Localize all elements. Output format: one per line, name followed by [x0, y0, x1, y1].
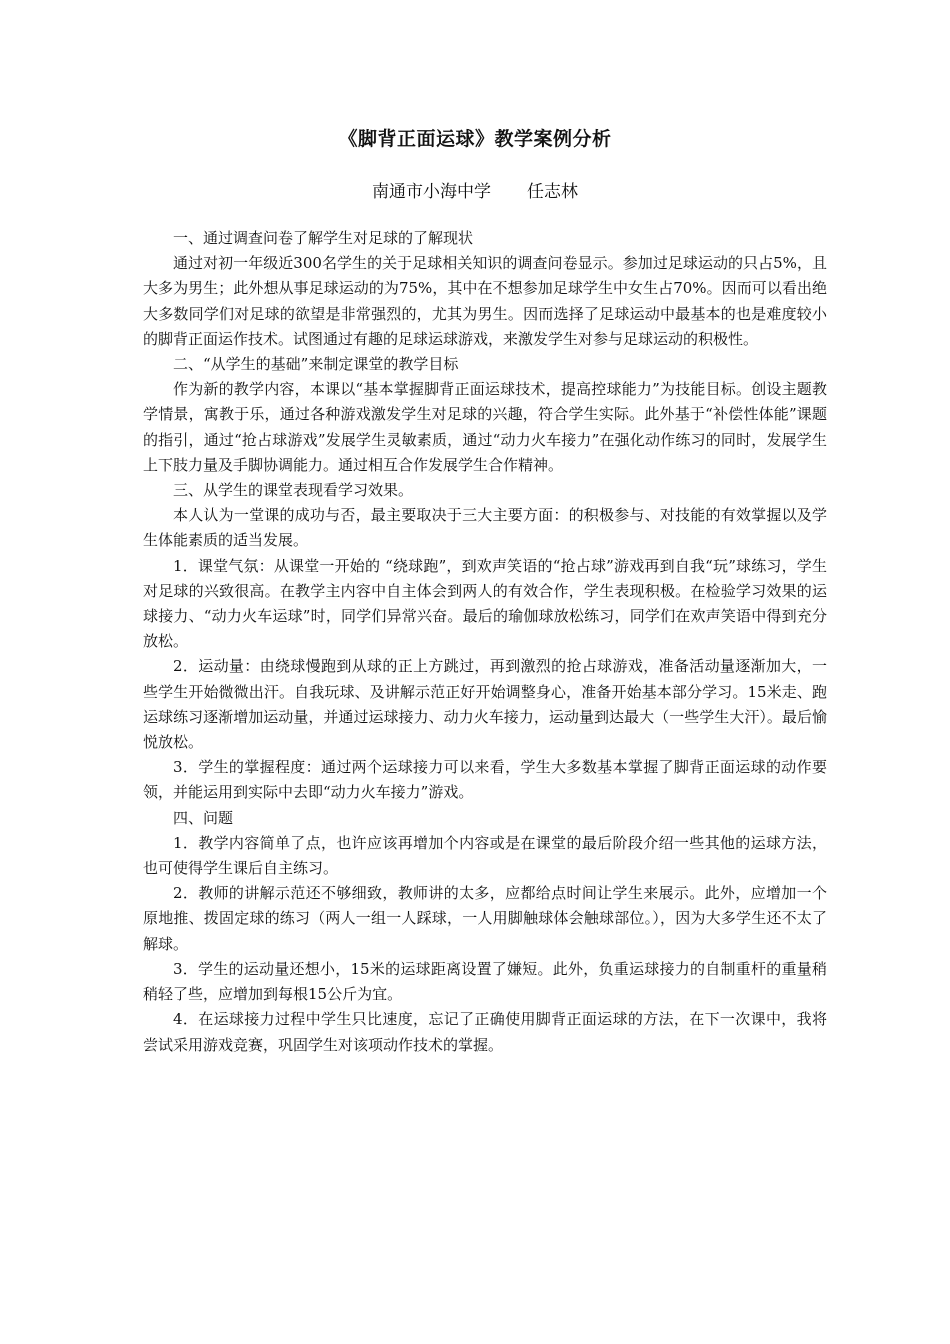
section-heading-4: 四、问题 — [173, 808, 234, 827]
list-item: 3．学生的掌握程度：通过两个运球接力可以来看，学生大多数基本掌握了脚背正面运球的动作要领，并能运用到实际中去即“动力火车接力”游戏。 — [143, 758, 827, 802]
list-item: 2．教师的讲解示范还不够细致，教师讲的太多，应都给点时间让学生来展示。此外，应增加一个原地推、拨固定球的练习（两人一组一人踩球，一人用脚触球体会触球部位。），因为大多学生还不太了解球。 — [143, 884, 827, 953]
school-name: 南通市小海中学 — [372, 182, 491, 202]
list-item: 4．在运球接力过程中学生只比速度，忘记了正确使用脚背正面运球的方法，在下一次课中，我将尝试采用游戏竞赛，巩固学生对该项动作技术的掌握。 — [143, 1010, 827, 1054]
author-name: 任志林 — [527, 182, 578, 202]
paragraph: 本人认为一堂课的成功与否，最主要取决于三大主要方面：的积极参与、对技能的有效掌握以及学生体能素质的适当发展。 — [143, 506, 827, 550]
section-heading-3: 三、从学生的课堂表现看学习效果。 — [173, 481, 414, 500]
list-item: 1．课堂气氛：从课堂一开始的 “绕球跑”，到欢声笑语的“抢占球”游戏再到自我“玩”球练习，学生对足球的兴致很高。在教学主内容中自主体会到两人的有效合作，学生表现积极。在检验学习效果的运球接力、“动力火车运球”时，同学们异常兴奋。最后的瑜伽球放松练习，同学们在欢声笑语中得到充分放松。 — [143, 556, 827, 651]
author-line — [0, 177, 950, 202]
section-heading-2: 二、“从学生的基础”来制定课堂的教学目标 — [173, 355, 459, 374]
document-body — [143, 226, 827, 1058]
section-heading-1: 一、通过调查问卷了解学生对足球的了解现状 — [173, 229, 474, 247]
list-item: 2．运动量：由绕球慢跑到从球的正上方跳过，再到激烈的抢占球游戏，准备活动量逐渐加大，一些学生开始微微出汗。自我玩球、及讲解示范正好开始调整身心，准备开始基本部分学习。15米走、跑运球练习逐渐增加运动量，并通过运球接力、动力火车接力，运动量到达最大（一些学生大汗）。最后愉悦放松。 — [143, 657, 827, 752]
list-item: 1．教学内容简单了点，也许应该再增加个内容或是在课堂的最后阶段介绍一些其他的运球方法，也可使得学生课后自主练习。 — [143, 833, 827, 878]
paragraph: 通过对初一年级近300名学生的关于足球相关知识的调查问卷显示。参加过足球运动的只占5%，且大多为男生；此外想从事足球运动的为75%，其中在不想参加足球学生中女生占70%。因而可以看出绝大多数同学们对足球的欲望是非常强烈的，尤其为男生。因而选择了足球运动中最基本的也是难度较小的脚背正面运作技术。试图通过有趣的足球运球游戏，来激发学生对参与足球运动的积极性。 — [143, 254, 827, 348]
paragraph: 作为新的教学内容，本课以“基本掌握脚背正面运球技术，提高控球能力”为技能目标。创设主题教学情景，寓教于乐，通过各种游戏激发学生对足球的兴趣，符合学生实际。此外基于“补偿性体能”课题的指引，通过“抢占球游戏”发展学生灵敏素质，通过“动力火车接力”在强化动作练习的同时，发展学生上下肢力量及手脚协调能力。通过相互合作发展学生合作精神。 — [143, 380, 827, 474]
document-title: 《脚背正面运球》教学案例分析 — [338, 128, 612, 150]
list-item: 3．学生的运动量还想小，15米的运球距离设置了嫌短。此外，负重运球接力的自制重杆的重量稍稍轻了些，应增加到每根15公斤为宜。 — [143, 959, 827, 1004]
